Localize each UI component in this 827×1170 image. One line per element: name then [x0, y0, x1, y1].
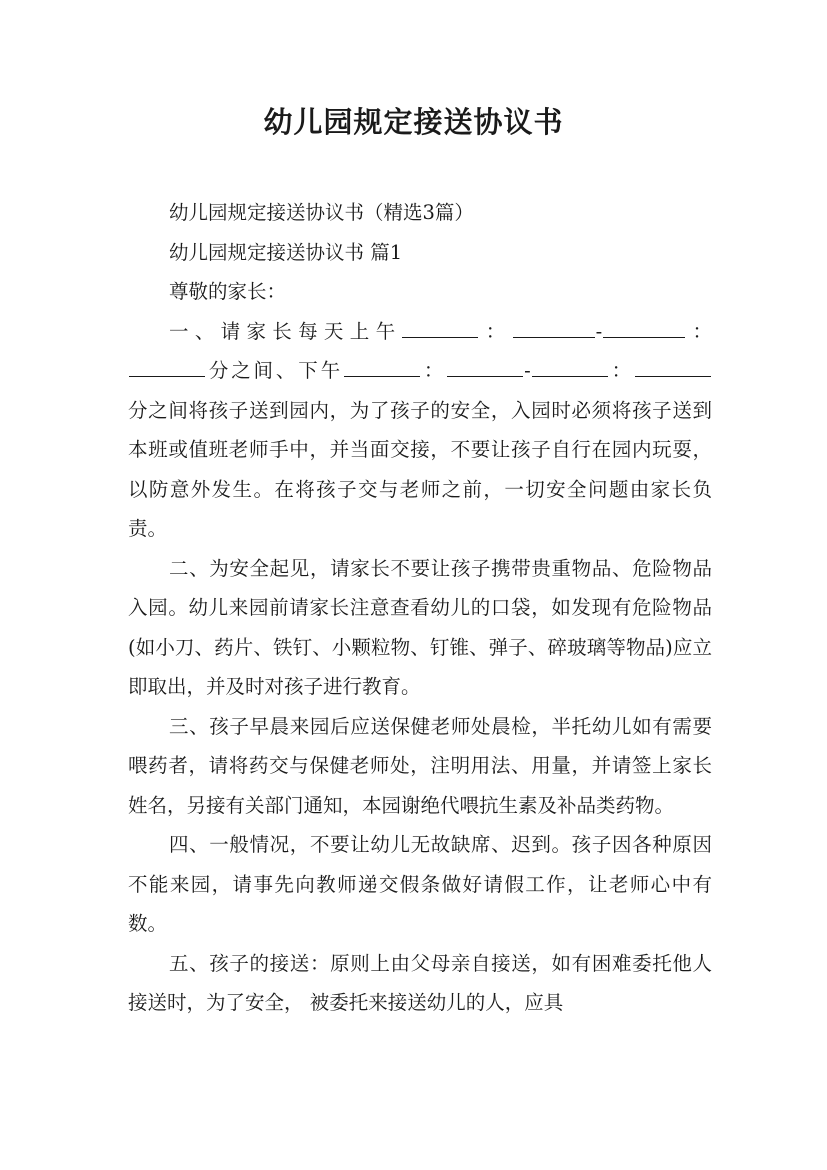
item-1-afternoon-line	[128, 351, 712, 391]
dash-1: -	[595, 319, 603, 343]
item-1-prefix: 一、请家长每天上午	[169, 319, 402, 343]
item-5-paragraph: 五、孩子的接送：原则上由父母亲自接送，如有困难委托他人接送时，为了安全， 被委托来接送幼儿的人，应具	[128, 951, 712, 1014]
afternoon-end-minute-blank[interactable]	[635, 354, 711, 377]
item-2-paragraph: 二、为安全起见，请家长不要让孩子携带贵重物品、危险物品入园。幼儿来园前请家长注意查看幼儿的口袋，如发现有危险物品(如小刀、药片、铁钉、小颗粒物、钉锥、弹子、碎玻璃等物品)应立即取出，并及时对孩子进行教育。	[128, 556, 712, 698]
item-1-mid: 分之间、下午	[206, 359, 343, 382]
morning-start-hour-blank[interactable]	[402, 315, 478, 338]
item-1-time-line	[128, 312, 712, 352]
morning-start-minute-blank[interactable]	[513, 315, 595, 338]
dash-2: -	[524, 359, 531, 382]
item-1-rest: 分之间将孩子送到园内，为了孩子的安全，入园时必须将孩子送到本班或值班老师手中，并当面交接，不要让孩子自行在园内玩耍，以防意外发生。在将孩子交与老师之前，一切安全问题由家长负责。	[128, 398, 712, 540]
colon-3: ：	[420, 359, 447, 382]
part-heading: 幼儿园规定接送协议书 篇1	[169, 240, 403, 264]
colon-1: ：	[479, 319, 512, 343]
afternoon-start-hour-blank[interactable]	[344, 354, 420, 377]
item-4-paragraph: 四、一般情况，不要让幼儿无故缺席、迟到。孩子因各种原因不能来园，请事先向教师递交假条做好请假工作，让老师心中有数。	[128, 833, 712, 935]
greeting: 尊敬的家长：	[169, 280, 287, 303]
morning-end-hour-blank[interactable]	[603, 315, 685, 338]
afternoon-end-hour-blank[interactable]	[532, 354, 608, 377]
item-3-paragraph: 三、孩子早晨来园后应送保健老师处晨检，半托幼儿如有需要喂药者，请将药交与保健老师处，注明用法、用量，并请签上家长姓名，另接有关部门通知，本园谢绝代喂抗生素及补品类药物。	[128, 714, 712, 817]
document-title: 幼儿园规定接送协议书	[263, 105, 564, 139]
colon-2: ：	[686, 319, 712, 343]
afternoon-start-minute-blank[interactable]	[447, 354, 523, 377]
morning-end-minute-blank[interactable]	[129, 354, 205, 377]
document-body	[128, 193, 712, 1023]
colon-4: ：	[608, 359, 634, 382]
subtitle-paragraph: 幼儿园规定接送协议书（精选3篇）	[169, 201, 474, 224]
